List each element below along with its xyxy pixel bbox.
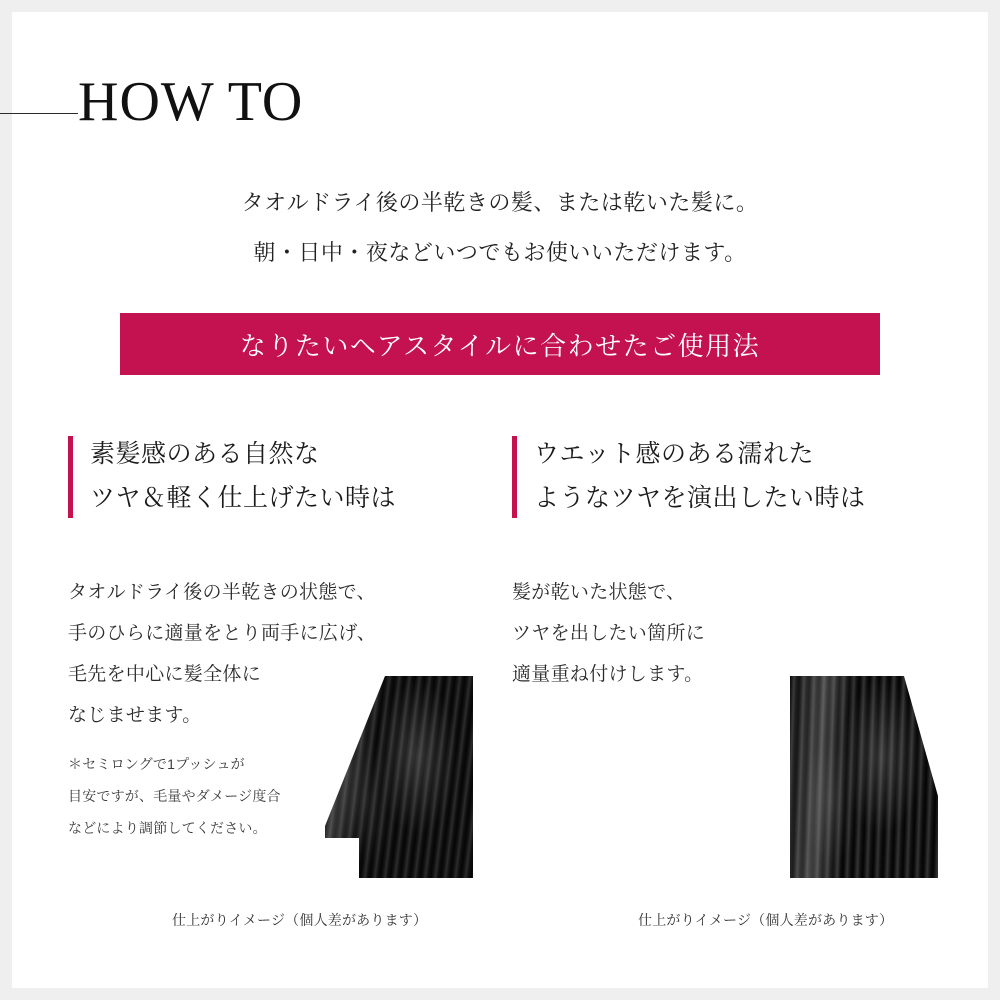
column-heading-line-2: ツヤ＆軽く仕上げたい時は: [90, 484, 397, 512]
column-note-line-3: などにより調節してください。: [68, 820, 267, 836]
usage-column-natural: [68, 432, 498, 844]
column-body-line-4: なじませます。: [68, 705, 202, 726]
column-heading-line-1: 素髪感のある自然な: [90, 440, 320, 468]
column-body-line-1: タオルドライ後の半乾きの状態で、: [68, 582, 376, 603]
frame-border-bottom: [0, 988, 1000, 1000]
column-body: [512, 572, 942, 695]
column-note-line-1: ＊セミロングで1プッシュが: [68, 756, 245, 772]
column-body: [68, 572, 498, 736]
column-heading: [68, 432, 498, 520]
intro-line-2: 朝・日中・夜などいつでもお使いいただけます。: [253, 240, 747, 265]
photo-caption-natural: 仕上がりイメージ（個人差があります）: [172, 912, 428, 928]
column-body-line-3: 適量重ね付けします。: [512, 664, 704, 685]
column-heading-line-1: ウエット感のある濡れた: [534, 440, 815, 468]
frame-border-left: [0, 0, 12, 1000]
page-title: HOW TO: [78, 71, 304, 133]
frame-border-right: [988, 0, 1000, 1000]
column-body-line-3: 毛先を中心に髪全体に: [68, 664, 262, 685]
column-body-line-2: 手のひらに適量をとり両手に広げ、: [68, 623, 377, 644]
section-banner: [120, 313, 880, 375]
section-banner-label: なりたいヘアスタイルに合わせたご使用法: [239, 330, 761, 361]
title-rule: [0, 113, 78, 114]
column-body-line-2: ツヤを出したい箇所に: [512, 623, 706, 644]
intro-text: [0, 178, 1000, 278]
column-body-line-1: 髪が乾いた状態で、: [512, 582, 686, 603]
photo-caption-wet: 仕上がりイメージ（個人差があります）: [638, 912, 894, 928]
column-heading-line-2: ようなツヤを演出したい時は: [534, 484, 866, 512]
intro-line-1: タオルドライ後の半乾きの髪、または乾いた髪に。: [241, 190, 759, 215]
usage-column-wet: [512, 432, 942, 695]
column-heading: [512, 432, 942, 520]
column-note-line-2: 目安ですが、毛量やダメージ度合: [68, 788, 281, 804]
photo-mask-bottom-left: [325, 838, 359, 878]
hair-photo-wet: [790, 676, 938, 878]
column-note: [68, 748, 498, 844]
frame-border-top: [0, 0, 1000, 12]
